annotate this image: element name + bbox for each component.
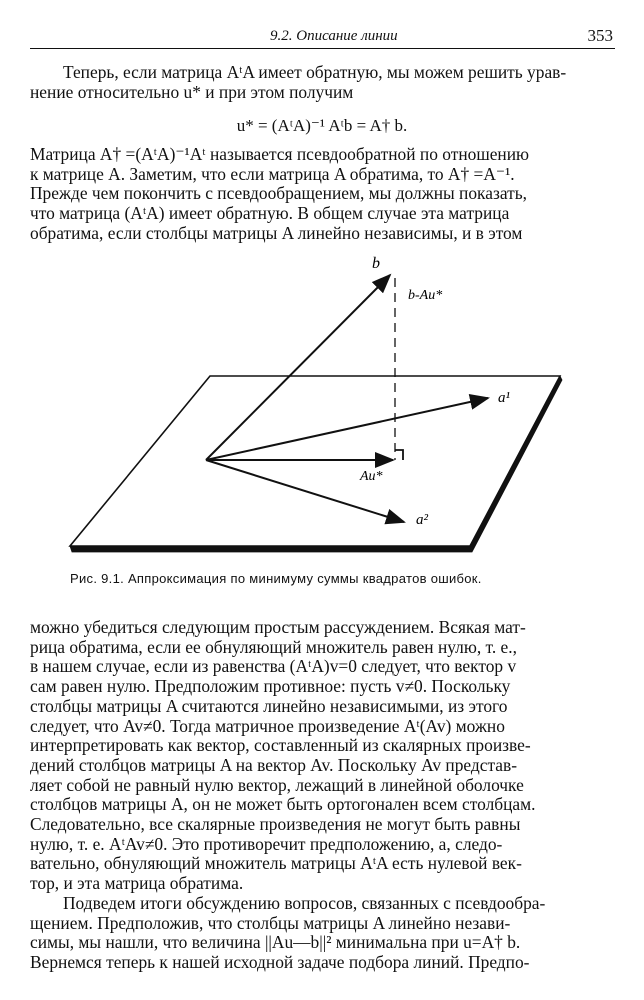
invertibility-paragraph [30, 618, 612, 973]
text-line: дений столбцов матрицы A на вектор Av. Поскольку Av представ- [30, 754, 517, 775]
text-line: нулю, т. е. AᵗAv≠0. Это противоречит предположению, а, следо- [30, 833, 503, 854]
text-line: Следовательно, все скалярные произведения не могут быть равны [30, 814, 521, 835]
text-line: щением. Предположив, что столбцы матрицы A линейно незави- [30, 912, 511, 933]
text-line: симы, мы нашли, что величина ||Au—b||² минимальна при u=A† b. [30, 932, 521, 953]
right-angle-mark [395, 450, 403, 460]
vector-b [206, 275, 390, 460]
text-line: рица обратима, если ее обнуляющий множитель равен нулю, т. е., [30, 636, 517, 657]
vector-a1 [206, 398, 488, 460]
label-b: b [372, 255, 380, 272]
text-line: Вернемся теперь к нашей исходной задаче подбора линий. Предпо- [30, 951, 530, 972]
text-line: Прежде чем покончить с псевдообращением, мы должны показать, [30, 183, 527, 204]
text-line: столбцов матрицы A, он не может быть ортогонален всем столбцам. [30, 794, 536, 815]
label-a2: a² [416, 512, 428, 528]
pseudoinverse-paragraph [30, 145, 612, 244]
text-line: в нашем случае, если из равенства (AᵗA)v=0 следует, что вектор v [30, 656, 517, 677]
page-number: 353 [587, 26, 613, 45]
label-b-minus-au: b-Au* [408, 288, 443, 303]
text-line: Теперь, если матрица AᵗA имеет обратную, мы можем решить урав- [63, 62, 567, 82]
text-line: что матрица (AᵗA) имеет обратную. В общем случае эта матрица [30, 203, 510, 224]
label-au: Au* [360, 469, 383, 484]
figure-least-squares [60, 250, 580, 570]
text-line: к матрице A. Заметим, что если матрица A обратима, то A† =A⁻¹. [30, 163, 515, 184]
plane-thickness [70, 376, 562, 552]
figure-diagram [60, 250, 580, 570]
running-title: 9.2. Описание линии [270, 28, 398, 44]
running-header [30, 26, 615, 49]
text-line: обратима, если столбцы матрицы A линейно независимы, и в этом [30, 222, 523, 243]
equation-pseudoinverse: u* = (AᵗA)⁻¹ Aᵗb = A† b. [236, 116, 408, 135]
text-line: вательно, обнуляющий множитель матрицы AᵗA есть нулевой век- [30, 853, 522, 874]
text-line: интерпретировать как вектор, составленный из скалярных произве- [30, 735, 531, 756]
text-line: следует, что Av≠0. Тогда матричное произведение Aᵗ(Av) можно [30, 715, 505, 736]
text-line: Матрица A† =(AᵗA)⁻¹Aᵗ называется псевдообратной по отношению [30, 144, 530, 164]
text-line: тор, и эта матрица обратима. [30, 873, 244, 894]
intro-paragraph [30, 63, 612, 102]
text-line: Подведем итоги обсуждению вопросов, связанных с псевдообра- [63, 892, 546, 913]
text-line: можно убедиться следующим простым рассуждением. Всякая мат- [30, 617, 526, 637]
text-line: ляет собой не равный нулю вектор, лежащий в линейной оболочке [30, 774, 524, 795]
label-a1: a¹ [498, 390, 510, 406]
text-line: нение относительно u* и при этом получим [30, 81, 354, 102]
figure-caption: Рис. 9.1. Аппроксимация по минимуму суммы квадратов ошибок. [70, 571, 482, 586]
text-line: сам равен нулю. Предположим противное: пусть v≠0. Поскольку [30, 676, 511, 697]
text-line: столбцы матрицы A считаются линейно независимыми, из этого [30, 695, 508, 716]
